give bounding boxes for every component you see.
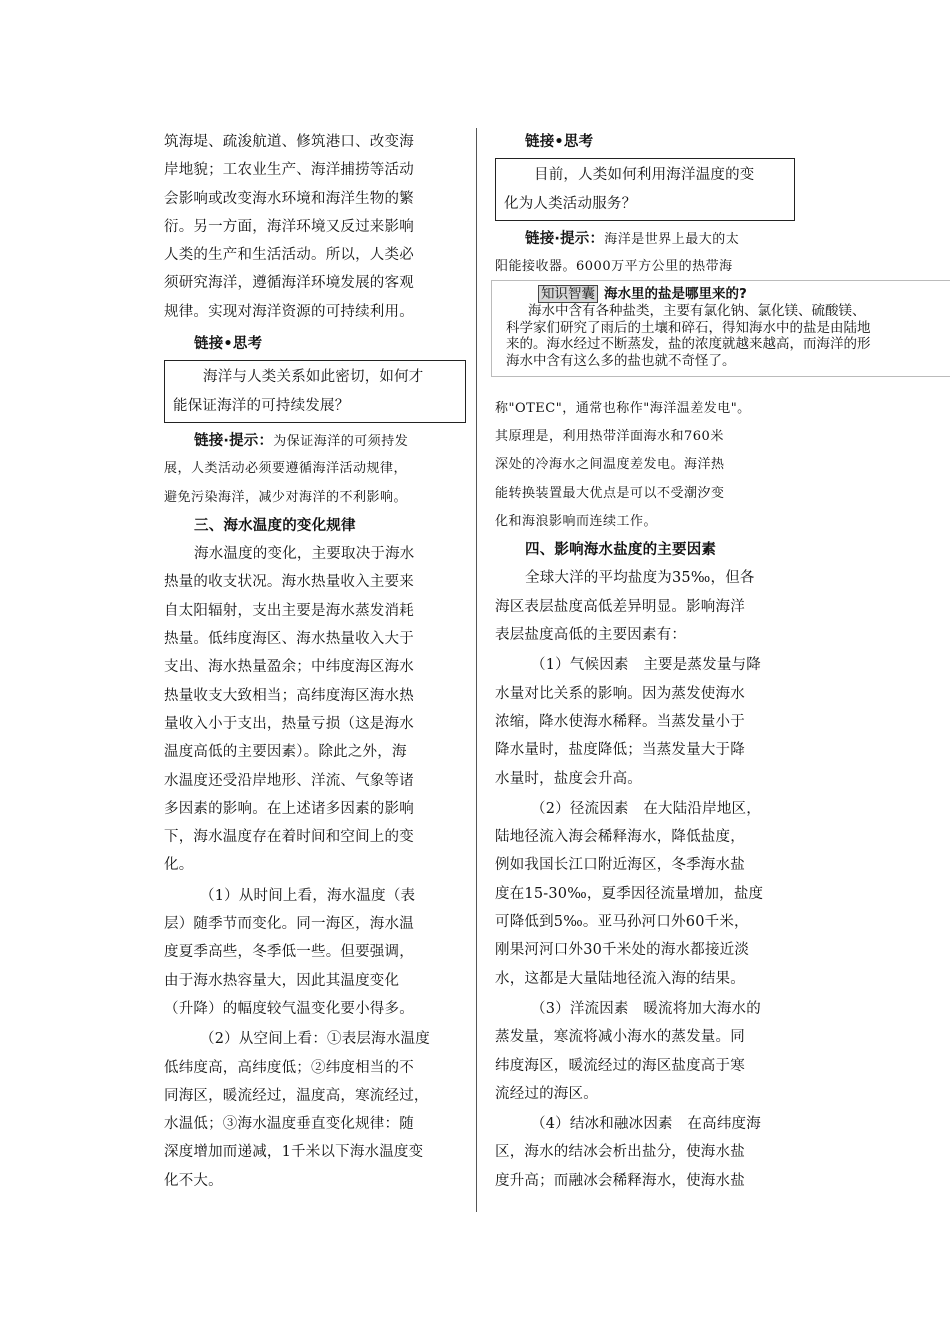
knowledge-tag[interactable]: 知识智囊 (538, 285, 598, 303)
section-4-title: 四、影响海水盐度的主要因素 (525, 542, 717, 559)
link-think-heading: 链接•思考 (525, 134, 594, 150)
popup-line: 来的。海水经过不断蒸发，盐的浓度就越来越高，而海洋的形 (506, 336, 871, 352)
popup-line: 科学家们研究了雨后的土壤和碎石，得知海水中的盐是由陆地 (506, 319, 871, 336)
hint-line (495, 225, 795, 253)
hint-line: 展，人类活动必须要遵循海洋活动规律， (164, 461, 408, 477)
text-line: （升降）的幅度较气温变化要小得多。 (164, 1000, 414, 1017)
text-line: 热量。低纬度海区、海水热量收入大于 (164, 631, 414, 648)
hint-line: 其原理是，利用热带洋面海水和760米 (495, 428, 724, 444)
text-line: 海水温度的变化，主要取决于海水 (194, 546, 415, 563)
text-line: 可降低到5‰。亚马孙河口外60千米， (495, 914, 749, 931)
intro-paragraph (164, 128, 466, 326)
text-line: 纬度海区，暖流经过的海区盐度高于寒 (495, 1057, 745, 1074)
text-line: 蒸发量，寒流将减小海水的蒸发量。同 (495, 1029, 745, 1046)
hint-line: 深处的冷海水之间温度差发电。海洋热 (495, 457, 725, 473)
text-line: 多因素的影响。在上述诸多因素的影响 (164, 800, 414, 817)
box-line: 海洋与人类关系如此密切，如何才 (203, 369, 424, 386)
text-line: 须研究海洋，遵循海洋环境发展的客观 (164, 275, 414, 292)
box-line: 化为人类活动服务？ (504, 195, 637, 212)
current-paragraph (495, 995, 795, 1108)
hint-line: 称"OTEC"，通常也称作"海洋温差发电"。 (495, 400, 751, 416)
section-4-paragraph (495, 564, 795, 649)
climate-paragraph (495, 651, 795, 792)
hint-line: 避免污染海洋，减少对海洋的不利影响。 (164, 489, 408, 505)
popup-line: 海水中含有各种盐类，主要有氯化钠、氯化镁、硫酸镁、 (528, 303, 866, 319)
text-line: 会影响或改变海水环境和海洋生物的繁 (164, 190, 414, 207)
text-line: 水温低；③海水温度垂直变化规律：随 (164, 1116, 414, 1133)
text-line: 浓缩，降水使海水稀释。当蒸发量小于 (495, 713, 745, 730)
text-line: 海区表层盐度高低差异明显。影响海洋 (495, 598, 745, 615)
text-line: 陆地径流入海会稀释海水，降低盐度， (495, 829, 745, 846)
column-divider (476, 128, 477, 1212)
text-line: 人类的生产和生活活动。所以，人类必 (164, 247, 414, 264)
text-line: 同海区，暖流经过，温度高，寒流经过， (164, 1087, 429, 1104)
text-line: （2）从空间上看：①表层海水温度 (200, 1031, 430, 1048)
text-line: 化不大。 (164, 1172, 223, 1189)
left-column (164, 128, 466, 1195)
popup-title: 海水里的盐是哪里来的? (604, 286, 747, 302)
text-line: （3）洋流因素 暖流将加大海水的 (531, 1000, 761, 1017)
knowledge-popup[interactable] (491, 280, 950, 377)
text-line: （1）从时间上看，海水温度（表 (200, 887, 416, 904)
text-line: 区，海水的结冰会析出盐分，使海水盐 (495, 1144, 745, 1161)
text-line: 水，这都是大量陆地径流入海的结果。 (495, 970, 745, 987)
text-line: 例如我国长江口附近海区，冬季海水盐 (495, 857, 745, 874)
hint-line: 化和海浪影响而连续工作。 (495, 513, 658, 529)
hint-line: 阳能接收器。6000万平方公里的热带海 (495, 259, 733, 275)
text-line: 化。 (164, 857, 194, 874)
section-3-title: 三、海水温度的变化规律 (194, 517, 356, 534)
link-think-heading: 链接•思考 (194, 336, 263, 353)
popup-body (492, 303, 950, 369)
text-line: （4）结冰和融冰因素 在高纬度海 (531, 1116, 761, 1133)
text-line: 度在15-30‰，夏季因径流量增加，盐度 (495, 885, 764, 902)
hint-text: 为保证海洋的可须持发 (273, 433, 409, 449)
runoff-paragraph (495, 795, 795, 993)
text-line: 热量收支大致相当；高纬度海区海水热 (164, 687, 414, 704)
ice-paragraph (495, 1110, 795, 1195)
text-line: 全球大洋的平均盐度为35‰，但各 (525, 570, 755, 587)
box-line: 目前，人类如何利用海洋温度的变 (534, 167, 755, 184)
text-line: 衍。另一方面，海洋环境又反过来影响 (164, 218, 414, 235)
text-line: 降水量时，盐度降低；当蒸发量大于降 (495, 742, 745, 759)
section-3-paragraph (164, 540, 466, 880)
popup-header (492, 281, 950, 303)
space-paragraph (164, 1025, 466, 1195)
text-line: 度升高；而融冰会稀释海水，使海水盐 (495, 1172, 745, 1189)
time-paragraph (164, 882, 466, 1023)
text-line: 温度高低的主要因素）。除此之外，海 (164, 744, 407, 761)
text-line: 规律。实现对海洋资源的可持续利用。 (164, 303, 414, 320)
text-line: 深度增加而递减，1千米以下海水温度变 (164, 1144, 424, 1161)
hint-label: 链接·提示： (194, 432, 274, 449)
text-line: 筑海堤、疏浚航道、修筑港口、改变海 (164, 134, 414, 150)
text-line: 量收入小于支出，热量亏损（这是海水 (164, 715, 414, 732)
text-line: 流经过的海区。 (495, 1085, 598, 1102)
text-line: 岸地貌；工农业生产、海洋捕捞等活动 (164, 162, 414, 179)
text-line: 下，海水温度存在着时间和空间上的变 (164, 829, 414, 846)
hint-label: 链接·提示： (525, 230, 605, 247)
popup-line: 海水中含有这么多的盐也就不奇怪了。 (506, 352, 736, 369)
text-line: 水温度还受沿岸地形、洋流、气象等诸 (164, 772, 414, 789)
text-line: 表层盐度高低的主要因素有： (495, 627, 687, 644)
text-line: （1）气候因素 主要是蒸发量与降 (531, 657, 761, 674)
text-line: 度夏季高些，冬季低一些。但要强调， (164, 944, 414, 961)
text-line: 层）随季节而变化。同一海区，海水温 (164, 916, 414, 933)
text-line: 支出、海水热量盈余；中纬度海区海水 (164, 659, 414, 676)
text-line: 热量的收支状况。海水热量收入主要来 (164, 574, 414, 591)
hint-line (164, 427, 466, 455)
text-line: 低纬度高，高纬度低；②纬度相当的不 (164, 1059, 414, 1076)
text-line: 水量对比关系的影响。因为蒸发使海水 (495, 685, 745, 702)
hint-text: 海洋是世界上最大的太 (604, 231, 740, 247)
hint-line: 能转换装置最大优点是可以不受潮汐变 (495, 485, 725, 501)
box-line: 能保证海洋的可持续发展？ (173, 397, 350, 414)
text-line: 刚果河河口外30千米处的海水都接近淡 (495, 942, 750, 959)
text-line: 自太阳辐射，支出主要是海水蒸发消耗 (164, 602, 414, 619)
text-line: （2）径流因素 在大陆沿岸地区， (531, 800, 761, 817)
link-think-box (495, 158, 795, 221)
link-think-box (164, 360, 466, 423)
text-line: 水量时，盐度会升高。 (495, 770, 642, 787)
text-line: 由于海水热容量大，因此其温度变化 (164, 972, 400, 989)
